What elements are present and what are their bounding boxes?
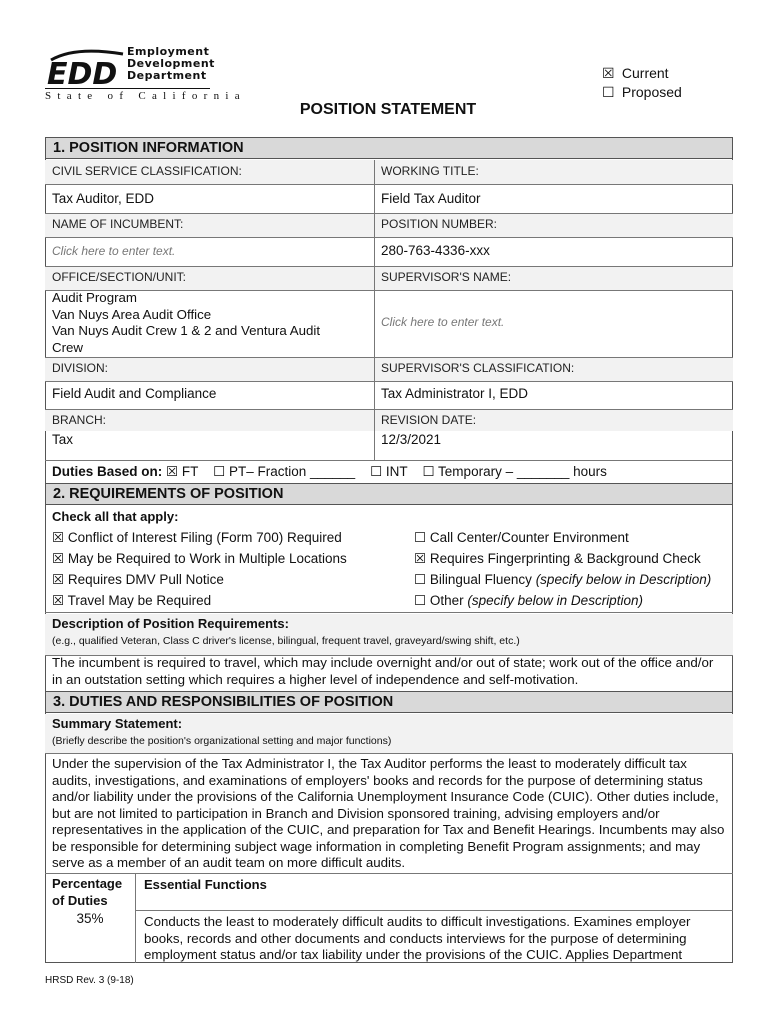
column-divider [135,873,136,963]
branch-label: BRANCH: [45,409,374,431]
duty-description[interactable]: Conducts the least to moderately difficult audits to difficult investigations. Examines employer books, records and other documents and conducts interviews for the purpose of determining employment status and/or tax liability under the provisions of the CUIC. Applies Department [144,914,691,962]
functions-heading: Essential Functions [144,877,267,892]
revision-label: REVISION DATE: [374,409,733,431]
check-label: Other [429,593,468,608]
supervisor-class-value[interactable]: Tax Administrator I, EDD [381,386,529,401]
duties-based-row [45,462,733,481]
checkbox[interactable]: ☒ [52,572,65,587]
office-line: Audit Program [52,290,137,305]
pct-heading: Percentage of Duties [52,876,123,908]
check-note: (specify below in Description) [535,572,712,587]
divider [45,381,733,382]
logo-line-1: Employment [127,45,210,58]
summary-hint: (Briefly describe the position's organizational setting and major functions) [52,735,392,747]
summary-heading: Summary Statement: [52,716,183,731]
status-proposed[interactable] [602,83,682,102]
check-label: Conflict of Interest Filing (Form 700) Required [67,530,342,545]
section-2-header: 2. REQUIREMENTS OF POSITION [45,483,733,505]
edd-logo-mark-icon [45,48,127,88]
proposed-label: Proposed [621,84,682,100]
section-1-header: 1. POSITION INFORMATION [45,137,733,159]
office-label: OFFICE/SECTION/UNIT: [45,266,374,290]
divider [45,873,733,874]
section-3-header: 3. DUTIES AND RESPONSIBILITIES OF POSITION [45,691,733,713]
check-label: Call Center/Counter Environment [429,530,629,545]
incumbent-label: NAME OF INCUMBENT: [45,213,374,237]
check-multiple-locations[interactable] [52,548,405,569]
working-title-label: WORKING TITLE: [374,160,733,184]
column-divider [374,160,375,460]
checkbox[interactable]: ☒ [414,551,427,566]
divider [45,290,733,291]
check-call-center[interactable] [414,527,733,548]
left-checklist [45,527,405,611]
duty-percentage[interactable]: 35% [76,911,104,926]
divider [45,184,733,185]
check-travel[interactable] [52,590,405,611]
check-dmv-pull[interactable] [52,569,405,590]
divider [135,910,733,911]
desc-header [45,614,733,655]
check-label: May be Required to Work in Multiple Locations [67,551,347,566]
supervisor-label: SUPERVISOR'S NAME: [374,266,733,290]
desc-heading: Description of Position Requirements: [52,616,289,631]
summary-text[interactable]: Under the supervision of the Tax Administrator I, the Tax Auditor performs the least to moderately difficult tax audits, investigations, and examinations of employers' books and records for the purpose of determining status and/or liability under the provisions of the California Unemployment Insurance Code (CUIC). Other duties include, but are not limited to participation in Branch and Division sponsored training, advising employers and/or representatives in the application of the CUIC, and preparation for Tax and Benefit Hearings. Incumbents may also be responsible for determining subject wage information in completing Benefit Program assignments; and may serve as a member of an audit team on more difficult audits. [52,756,725,870]
divider [45,753,733,754]
checkbox[interactable]: ☒ [52,551,65,566]
position-number-label: POSITION NUMBER: [374,213,733,237]
logo-mark-text: EDD [47,57,118,88]
checkbox[interactable]: ☐ [414,530,427,545]
logo-line-3: Department [127,69,207,82]
logo-state: State of California [45,90,246,102]
check-other[interactable] [414,590,733,611]
checkbox[interactable]: ☒ [52,530,65,545]
civil-service-label: CIVIL SERVICE CLASSIFICATION: [45,160,374,184]
checkbox[interactable]: ☐ [414,593,427,608]
edd-logo [45,45,246,104]
desc-text[interactable]: The incumbent is required to travel, which may include overnight and/or out of state; work out of the office and/or in an outstation setting which requires a higher level of independence and self-motivation. [52,655,714,687]
status-current[interactable] [602,64,682,83]
duties-based-options[interactable]: ☒ FT ☐ PT– Fraction ______ ☐ INT ☐ Temporary – _______ hours [166,464,607,479]
office-line: Crew [52,339,84,355]
current-label: Current [621,65,669,81]
proposed-checkbox[interactable]: ☐ [602,84,615,100]
revision-value[interactable]: 12/3/2021 [381,432,442,447]
incumbent-field[interactable]: Click here to enter text. [52,244,176,258]
divider [45,409,733,410]
check-all-label: Check all that apply: [52,509,179,524]
logo-line-2: Development [127,57,215,70]
status-options [602,64,682,102]
civil-service-value[interactable]: Tax Auditor, EDD [52,191,155,206]
office-line: Van Nuys Area Audit Office [52,306,212,322]
supervisor-field[interactable]: Click here to enter text. [381,315,505,329]
logo-department-name [127,46,215,82]
check-label: Requires Fingerprinting & Background Check [429,551,701,566]
division-value[interactable]: Field Audit and Compliance [52,386,217,401]
division-label: DIVISION: [45,357,374,381]
divider [45,460,733,461]
check-label: Bilingual Fluency [429,572,536,587]
checkbox[interactable]: ☐ [414,572,427,587]
current-checkbox[interactable]: ☒ [602,65,615,81]
summary-header [45,714,733,753]
divider [45,213,733,214]
check-fingerprinting[interactable] [414,548,733,569]
page-title-text: POSITION STATEMENT [299,101,477,118]
branch-value[interactable]: Tax [52,432,74,447]
divider [45,612,733,613]
divider [45,237,733,238]
office-line: Van Nuys Audit Crew 1 & 2 and Ventura Audit [52,323,321,338]
right-checklist [407,527,733,611]
office-value[interactable] [45,290,374,356]
checkbox[interactable]: ☒ [52,593,65,608]
desc-hint: (e.g., qualified Veteran, Class C driver's license, bilingual, frequent travel, graveyard/swing shift, etc.) [52,635,520,647]
check-note: (specify below in Description) [467,593,643,608]
check-label: Requires DMV Pull Notice [67,572,224,587]
check-label: Travel May be Required [67,593,212,608]
divider [45,357,733,358]
form-revision-footer: HRSD Rev. 3 (9-18) [45,975,134,986]
duties-based-label: Duties Based on: [52,464,163,479]
position-number-value[interactable]: 280-763-4336-xxx [381,243,490,258]
working-title-value[interactable]: Field Tax Auditor [381,191,481,206]
check-bilingual[interactable] [414,569,733,590]
check-conflict-interest[interactable] [52,527,405,548]
divider [45,266,733,267]
supervisor-class-label: SUPERVISOR'S CLASSIFICATION: [374,357,733,381]
page-title [0,101,770,119]
